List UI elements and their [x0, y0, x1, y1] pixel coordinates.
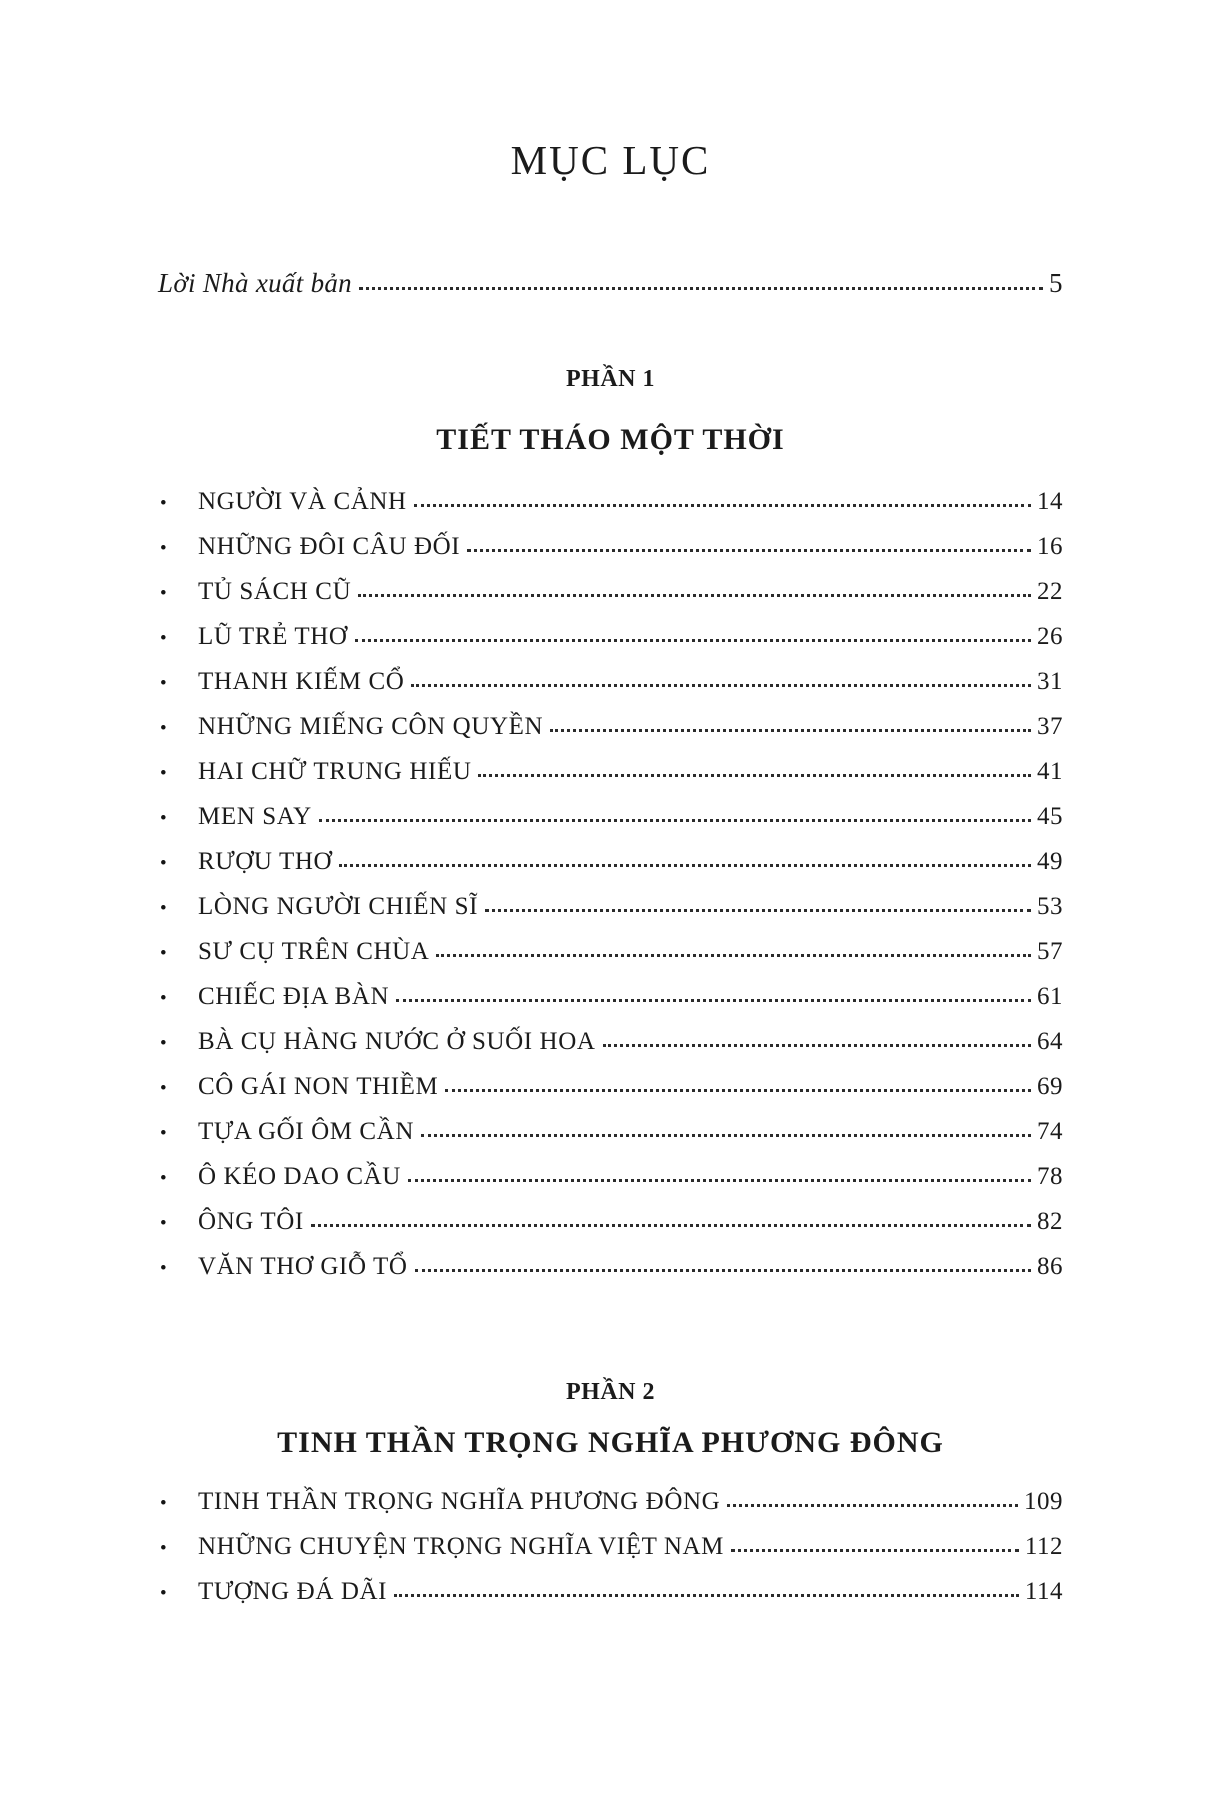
page-title: MỤC LỤC — [510, 137, 711, 183]
dot-leader — [394, 1594, 1019, 1597]
toc-entry — [158, 1064, 1063, 1109]
toc-entry — [158, 974, 1063, 1019]
dot-leader — [415, 1269, 1031, 1272]
toc-entry-title: THANH KIẾM CỔ — [198, 668, 405, 695]
toc-entry-page: 53 — [1037, 893, 1063, 920]
toc-content — [158, 0, 1063, 1614]
toc-entry — [158, 704, 1063, 749]
dot-leader — [311, 1224, 1031, 1227]
part-1-label: PHẦN 1 — [566, 366, 655, 392]
toc-entry-page: 16 — [1037, 533, 1063, 560]
dot-leader — [396, 999, 1031, 1002]
toc-entry-title: HAI CHỮ TRUNG HIẾU — [198, 758, 472, 785]
part-2-title: TINH THẦN TRỌNG NGHĨA PHƯƠNG ĐÔNG — [277, 1426, 944, 1459]
toc-entry — [158, 749, 1063, 794]
dot-leader — [478, 774, 1031, 777]
dot-leader — [355, 639, 1031, 642]
toc-entry-page: 109 — [1024, 1488, 1063, 1515]
toc-entry-title: CHIẾC ĐỊA BÀN — [198, 983, 390, 1010]
toc-entry — [158, 929, 1063, 974]
toc-entry — [158, 1154, 1063, 1199]
toc-entry — [158, 569, 1063, 614]
dot-leader — [467, 549, 1031, 552]
toc-entry — [158, 1479, 1063, 1524]
toc-entry-title: TINH THẦN TRỌNG NGHĨA PHƯƠNG ĐÔNG — [198, 1488, 721, 1515]
part-2-label: PHẦN 2 — [566, 1379, 655, 1405]
bullet-icon: • — [160, 1123, 167, 1144]
toc-entry — [158, 1109, 1063, 1154]
toc-entry-title: NGƯỜI VÀ CẢNH — [198, 488, 407, 515]
bullet-icon: • — [160, 1258, 167, 1279]
toc-entry-title: TỦ SÁCH CŨ — [198, 578, 352, 605]
dot-leader — [731, 1549, 1019, 1552]
bullet-icon: • — [160, 853, 167, 874]
dot-leader — [550, 729, 1031, 732]
bullet-icon: • — [160, 493, 167, 514]
toc-entry — [158, 524, 1063, 569]
part-2-entries — [158, 1479, 1063, 1614]
toc-entry-title: TỰA GỐI ÔM CẦN — [198, 1118, 414, 1145]
toc-entry-title: LŨ TRẺ THƠ — [198, 623, 348, 650]
bullet-icon: • — [160, 1538, 167, 1559]
toc-entry-title: Ô KÉO DAO CẦU — [198, 1163, 401, 1190]
toc-entry — [158, 794, 1063, 839]
bullet-icon: • — [160, 583, 167, 604]
bullet-icon: • — [160, 898, 167, 919]
preface-entry — [158, 265, 1063, 301]
toc-entry-title: ÔNG TÔI — [198, 1208, 304, 1235]
toc-entry-page: 37 — [1037, 713, 1063, 740]
bullet-icon: • — [160, 1168, 167, 1189]
toc-entry-title: LÒNG NGƯỜI CHIẾN SĨ — [198, 893, 479, 920]
toc-entry-page: 22 — [1037, 578, 1063, 605]
preface-page-number: 5 — [1049, 268, 1063, 298]
toc-entry-page: 45 — [1037, 803, 1063, 830]
dot-leader — [359, 287, 1043, 290]
toc-entry — [158, 1244, 1063, 1289]
dot-leader — [445, 1089, 1031, 1092]
toc-entry-title: SƯ CỤ TRÊN CHÙA — [198, 938, 430, 965]
bullet-icon: • — [160, 1078, 167, 1099]
toc-entry — [158, 884, 1063, 929]
toc-entry-page: 82 — [1037, 1208, 1063, 1235]
preface-title: Lời Nhà xuất bản — [158, 268, 352, 298]
bullet-icon: • — [160, 718, 167, 739]
bullet-icon: • — [160, 1213, 167, 1234]
bullet-icon: • — [160, 763, 167, 784]
toc-entry-page: 78 — [1037, 1163, 1063, 1190]
toc-entry — [158, 479, 1063, 524]
dot-leader — [436, 954, 1031, 957]
toc-entry-page: 14 — [1037, 488, 1063, 515]
toc-entry — [158, 839, 1063, 884]
bullet-icon: • — [160, 943, 167, 964]
toc-entry-title: RƯỢU THƠ — [198, 848, 333, 875]
toc-entry — [158, 1569, 1063, 1614]
bullet-icon: • — [160, 538, 167, 559]
toc-entry-title: NHỮNG ĐÔI CÂU ĐỐI — [198, 533, 461, 560]
bullet-icon: • — [160, 808, 167, 829]
toc-entry-page: 64 — [1037, 1028, 1063, 1055]
bullet-icon: • — [160, 628, 167, 649]
toc-entry-page: 74 — [1037, 1118, 1063, 1145]
bullet-icon: • — [160, 1583, 167, 1604]
dot-leader — [339, 864, 1031, 867]
toc-entry — [158, 614, 1063, 659]
part-1-title: TIẾT THÁO MỘT THỜI — [436, 423, 785, 456]
bullet-icon: • — [160, 673, 167, 694]
toc-entry-page: 112 — [1024, 1533, 1063, 1560]
toc-entry-page: 114 — [1024, 1578, 1063, 1605]
dot-leader — [421, 1134, 1031, 1137]
dot-leader — [727, 1504, 1018, 1507]
dot-leader — [414, 504, 1031, 507]
dot-leader — [358, 594, 1031, 597]
toc-entry — [158, 1019, 1063, 1064]
toc-entry-page: 86 — [1037, 1253, 1063, 1280]
bullet-icon: • — [160, 988, 167, 1009]
toc-entry-title: TƯỢNG ĐÁ DÃI — [198, 1578, 388, 1605]
dot-leader — [485, 909, 1031, 912]
toc-entry-page: 49 — [1037, 848, 1063, 875]
toc-entry-page: 31 — [1037, 668, 1063, 695]
dot-leader — [319, 819, 1031, 822]
toc-entry-title: NHỮNG CHUYỆN TRỌNG NGHĨA VIỆT NAM — [198, 1533, 725, 1560]
toc-entry — [158, 659, 1063, 704]
toc-entry-title: MEN SAY — [198, 803, 312, 830]
toc-entry — [158, 1524, 1063, 1569]
toc-entry-page: 41 — [1037, 758, 1063, 785]
toc-entry-title: BÀ CỤ HÀNG NƯỚC Ở SUỐI HOA — [198, 1028, 596, 1055]
toc-entry-title: CÔ GÁI NON THIỀM — [198, 1073, 439, 1100]
bullet-icon: • — [160, 1493, 167, 1514]
toc-entry-page: 26 — [1037, 623, 1063, 650]
dot-leader — [603, 1044, 1031, 1047]
toc-entry-title: NHỮNG MIẾNG CÔN QUYỀN — [198, 713, 544, 740]
bullet-icon: • — [160, 1033, 167, 1054]
toc-entry-page: 57 — [1037, 938, 1063, 965]
dot-leader — [408, 1179, 1031, 1182]
toc-entry-page: 69 — [1037, 1073, 1063, 1100]
toc-entry — [158, 1199, 1063, 1244]
toc-entry-page: 61 — [1037, 983, 1063, 1010]
toc-entry-title: VĂN THƠ GIỖ TỔ — [198, 1253, 408, 1280]
part-1-entries — [158, 479, 1063, 1289]
dot-leader — [411, 684, 1031, 687]
